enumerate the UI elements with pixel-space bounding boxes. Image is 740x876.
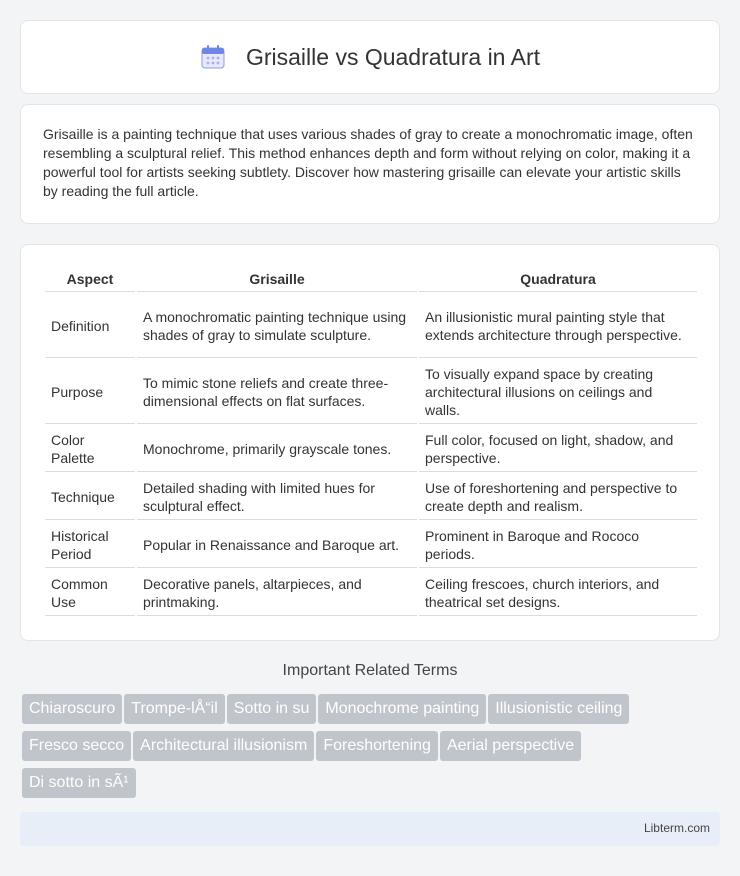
table-row	[45, 474, 697, 520]
cell-aspect: Common Use	[45, 570, 135, 616]
cell-quadratura: Ceiling frescoes, church interiors, and theatrical set designs.	[419, 570, 697, 616]
table-header-row	[45, 267, 697, 292]
footer-link[interactable]: Libterm.com	[643, 821, 710, 835]
header-card	[20, 20, 720, 94]
cell-aspect: Historical Period	[45, 522, 135, 568]
table-row	[45, 294, 697, 358]
cell-quadratura: Use of foreshortening and perspective to create depth and realism.	[419, 474, 697, 520]
cell-quadratura: To visually expand space by creating architectural illusions on ceilings and walls.	[419, 360, 697, 424]
cell-quadratura: An illusionistic mural painting style that extends architecture through perspective.	[419, 294, 697, 358]
term-tag[interactable]: Illusionistic ceiling	[488, 694, 629, 724]
cell-grisaille: Decorative panels, altarpieces, and printmaking.	[137, 570, 417, 616]
cell-quadratura: Prominent in Baroque and Rococo periods.	[419, 522, 697, 568]
header-quadratura: Quadratura	[419, 267, 697, 292]
term-tag[interactable]: Fresco secco	[22, 731, 131, 761]
related-terms-list	[22, 694, 722, 805]
cell-aspect: Color Palette	[45, 426, 135, 472]
intro-card	[20, 104, 720, 224]
term-tag[interactable]: Monochrome painting	[318, 694, 486, 724]
term-tag[interactable]: Aerial perspective	[440, 731, 581, 761]
cell-grisaille: Popular in Renaissance and Baroque art.	[137, 522, 417, 568]
term-tag[interactable]: Chiaroscuro	[22, 694, 122, 724]
comparison-card	[20, 244, 720, 641]
table-row	[45, 570, 697, 616]
header-aspect: Aspect	[45, 267, 135, 292]
intro-text: Grisaille is a painting technique that uses various shades of gray to create a monochromatic image, often resembling a sculptural relief. This method enhances depth and form without relying on color, making it a powerful tool for artists seeking subtlety. Discover how mastering grisaille can elevate your artistic skills by reading the full article.	[43, 126, 693, 199]
term-tag[interactable]: Trompe-lÅ“il	[124, 694, 225, 724]
table-row	[45, 360, 697, 424]
related-terms-title: Important Related Terms	[282, 662, 458, 679]
cell-aspect: Definition	[45, 294, 135, 358]
term-tag[interactable]: Foreshortening	[316, 731, 438, 761]
calendar-icon	[200, 44, 226, 70]
cell-aspect: Purpose	[45, 360, 135, 424]
cell-grisaille: To mimic stone reliefs and create three-dimensional effects on flat surfaces.	[137, 360, 417, 424]
cell-grisaille: A monochromatic painting technique using shades of gray to simulate sculpture.	[137, 294, 417, 358]
page-title: Grisaille vs Quadratura in Art	[245, 43, 540, 70]
cell-quadratura: Full color, focused on light, shadow, and perspective.	[419, 426, 697, 472]
comparison-table	[43, 265, 699, 618]
cell-aspect: Technique	[45, 474, 135, 520]
table-row	[45, 522, 697, 568]
cell-grisaille: Detailed shading with limited hues for sculptural effect.	[137, 474, 417, 520]
table-row	[45, 426, 697, 472]
footer	[20, 812, 720, 846]
term-tag[interactable]: Sotto in su	[227, 694, 317, 724]
term-tag[interactable]: Architectural illusionism	[133, 731, 314, 761]
term-tag[interactable]: Di sotto in sÃ¹	[22, 768, 136, 798]
cell-grisaille: Monochrome, primarily grayscale tones.	[137, 426, 417, 472]
header-grisaille: Grisaille	[137, 267, 417, 292]
